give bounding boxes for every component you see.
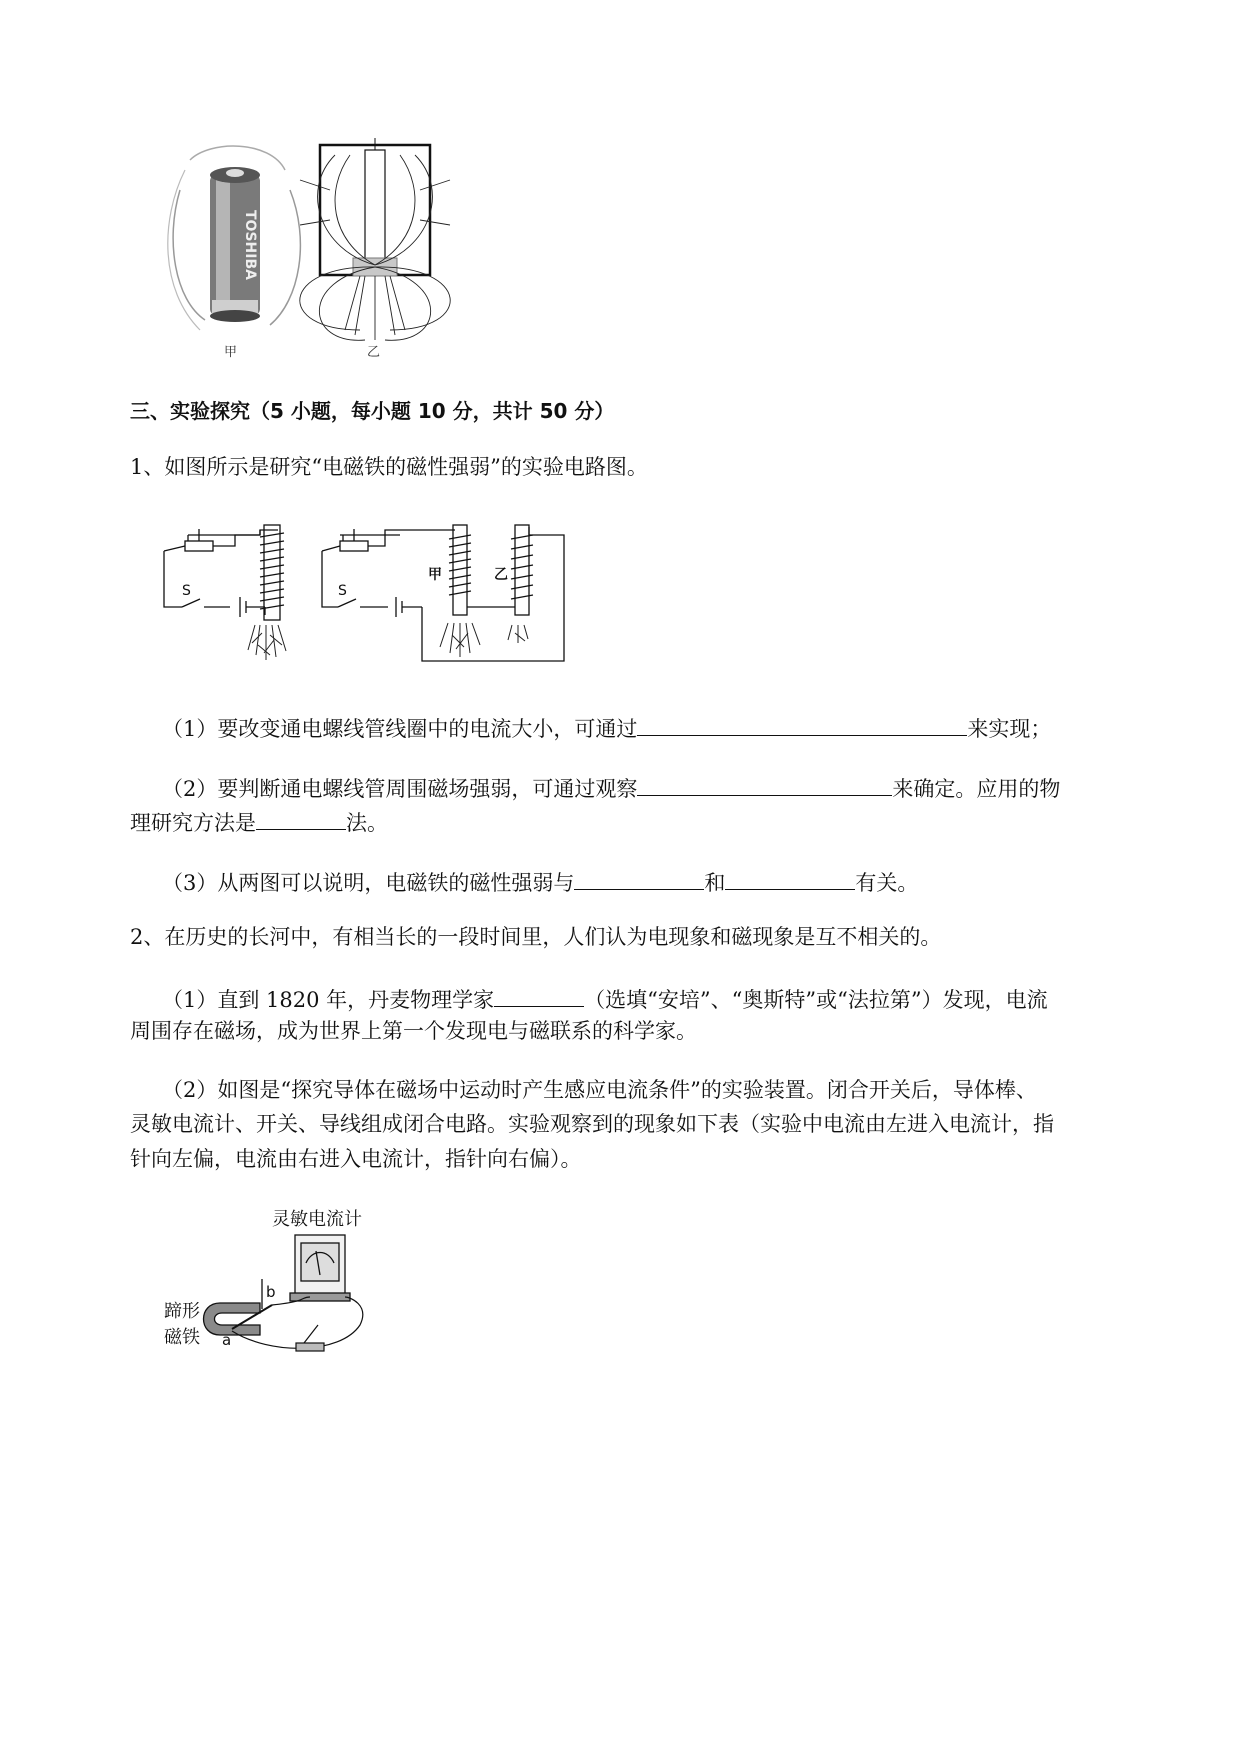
q1-part2-line1 (162, 771, 1060, 804)
label-yi-top: 乙 (367, 345, 381, 360)
magnet-label-line2: 磁铁 (164, 1327, 200, 1348)
q1-part1-text-b: 来实现； (967, 717, 1052, 741)
q1-part1 (162, 711, 1051, 744)
q1-coil-yi-label: 乙 (494, 567, 508, 583)
q2-stem: 2、在历史的长河中，有相当长的一段时间里，人们认为电现象和磁现象是互不相关的。 (130, 925, 942, 949)
q2-part1-text-a: （1）直到 1820 年，丹麦物理学家 (162, 988, 495, 1012)
q1-part1-blank[interactable] (637, 711, 967, 736)
q1-part2-blank-1[interactable] (637, 771, 892, 796)
magnet-label-line1: 蹄形 (164, 1301, 200, 1322)
label-jia-top: 甲 (224, 345, 238, 360)
q1-part3-text-b: 有关。 (855, 871, 919, 895)
field-lines-drawing (300, 138, 450, 360)
q1-switch-label-left: S (182, 583, 191, 599)
q1-switch-label-right: S (338, 583, 347, 599)
q1-part2-text-a: （2）要判断通电螺线管周围磁场强弱，可通过观察 (162, 777, 638, 801)
q1-part3 (162, 865, 918, 898)
q1-part2-blank-2[interactable] (256, 805, 346, 830)
q2-induction-figure (160, 1205, 400, 1365)
q1-part2-line2-text-b: 法。 (346, 811, 388, 835)
q1-coil-jia-label: 甲 (428, 567, 442, 583)
q1-part3-blank-1[interactable] (574, 865, 704, 890)
galvanometer-drawing (290, 1235, 350, 1301)
point-a-label: a (222, 1331, 232, 1349)
q1-part3-text-mid: 和 (704, 871, 726, 895)
q1-part2-line2-text-a: 理研究方法是 (130, 811, 256, 835)
section-title: 三、实验探究（5 小题，每小题 10 分，共计 50 分） (130, 399, 615, 423)
horseshoe-magnet-drawing (204, 1279, 273, 1335)
q2-part1-line2: 周围存在磁场，成为世界上第一个发现电与磁联系的科学家。 (130, 1019, 697, 1043)
q2-part1-text-b: （选填“安培”、“奥斯特”或“法拉第”）发现，电流 (584, 988, 1048, 1012)
iron-filings (248, 623, 528, 660)
q2-part2-line2: 灵敏电流计、开关、导线组成闭合电路。实验观察到的现象如下表（实验中电流由左进入电流计，指 (130, 1112, 1054, 1136)
q1-circuit-svg (160, 515, 580, 670)
q1-circuit-figure (160, 515, 580, 670)
q1-part2-line2 (130, 805, 388, 838)
battery-brand-text: TOSHIBA (242, 210, 258, 280)
q2-part2-line3: 针向左偏，电流由右进入电流计，指针向右偏）。 (130, 1147, 582, 1171)
point-b-label: b (266, 1283, 276, 1301)
q2-induction-svg (160, 1205, 400, 1365)
battery-drawing (168, 146, 301, 360)
q1-part3-blank-2[interactable] (725, 865, 855, 890)
q1-part1-text-a: （1）要改变通电螺线管线圈中的电流大小，可通过 (162, 717, 638, 741)
q2-part2-line1: （2）如图是“探究导体在磁场中运动时产生感应电流条件”的实验装置。闭合开关后，导体棒、 (162, 1078, 1037, 1102)
q1-part2-text-b: 来确定。应用的物 (892, 777, 1061, 801)
q2-part1-line1 (162, 982, 1048, 1015)
q1-stem: 1、如图所示是研究“电磁铁的磁性强弱”的实验电路图。 (130, 455, 648, 479)
figure-magnetic-field (160, 130, 520, 370)
galvanometer-label: 灵敏电流计 (272, 1209, 362, 1230)
q2-part1-blank[interactable] (494, 982, 584, 1007)
figure-magnetic-field-svg (160, 130, 520, 370)
q1-part3-text-a: （3）从两图可以说明，电磁铁的磁性强弱与 (162, 871, 575, 895)
